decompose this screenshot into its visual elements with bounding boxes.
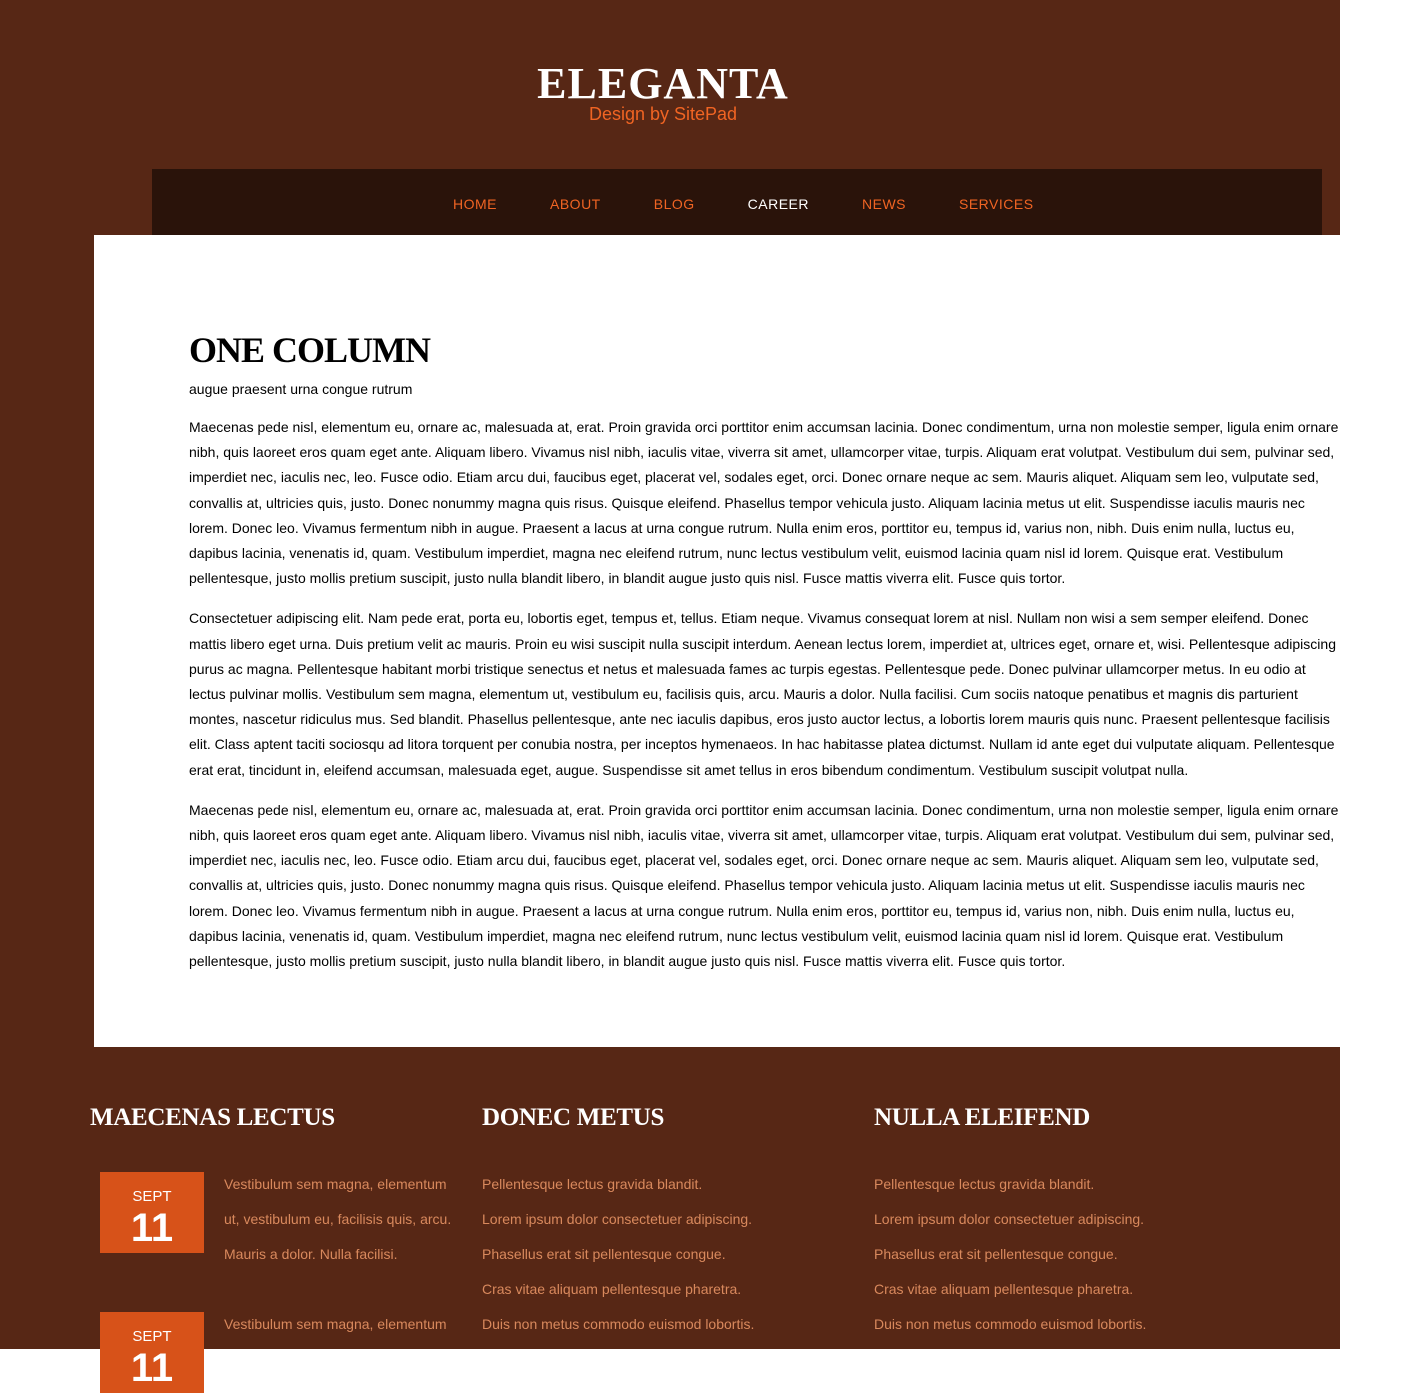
site-title[interactable]: ELEGANTA <box>537 59 789 108</box>
footer-link[interactable]: Lorem ipsum dolor consectetuer adipiscing. <box>482 1211 753 1227</box>
news-text[interactable]: Vestibulum sem magna, elementum ut, vestibulum eu, facilisis quis, arcu. Mauris a dolor. Nulla facilisi. <box>224 1176 452 1262</box>
main-nav <box>152 169 1322 235</box>
date-day: 11 <box>130 1346 174 1390</box>
footer-link-list <box>874 1167 1146 1342</box>
nav-item-about[interactable]: ABOUT <box>550 196 601 212</box>
date-badge <box>100 1172 204 1253</box>
paragraph: Maecenas pede nisl, elementum eu, ornare ac, malesuada at, erat. Proin gravida orci porttitor enim accumsan lacinia. Donec condimentum, urna non molestie semper, ligula enim ornare nibh, quis laoreet eros quam eget ante. Aliquam libero. Vivamus nisl nibh, iaculis vitae, viverra sit amet, ullamcorper vitae, turpis. Aliquam erat volutpat. Vestibulum dui sem, pulvinar sed, imperdiet nec, iaculis nec, leo. Fusce odio. Etiam arcu dui, faucibus eget, placerat vel, sodales eget, orci. Donec ornare neque ac sem. Mauris aliquet. Aliquam sem leo, vulputate sed, convallis at, ultricies quis, justo. Donec nonummy magna quis risus. Quisque eleifend. Phasellus tempor vehicula justo. Aliquam lacinia metus ut elit. Suspendisse iaculis mauris nec lorem. Donec leo. Vivamus fermentum nibh in augue. Praesent a lacus at urna congue rutrum. Nulla enim eros, porttitor eu, tempus id, varius non, nibh. Duis enim nulla, luctus eu, dapibus lacinia, venenatis id, quam. Vestibulum imperdiet, magna nec eleifend rutrum, nunc lectus vestibulum velit, euismod lacinia quam nisl id lorem. Quisque erat. Vestibulum pellentesque, justo mollis pretium suscipit, justo nulla blandit libero, in blandit augue justo quis nisl. Fusce mattis viverra elit. Fusce quis tortor. <box>189 801 1339 970</box>
date-month: SEPT <box>132 1188 172 1205</box>
footer-col-nulla-eleifend <box>874 1104 1254 1332</box>
footer-col-maecenas-lectus <box>90 1104 470 1390</box>
footer-heading: DONEC METUS <box>482 1104 665 1131</box>
nav-item-career[interactable]: CAREER <box>747 196 809 212</box>
page-title: ONE COLUMN <box>189 330 430 370</box>
footer-link[interactable]: Pellentesque lectus gravida blandit. <box>874 1176 1095 1192</box>
date-day: 11 <box>130 1206 174 1250</box>
footer-link[interactable]: Cras vitae aliquam pellentesque pharetra. <box>482 1281 742 1297</box>
paragraph: Consectetuer adipiscing elit. Nam pede erat, porta eu, lobortis eget, tempus et, tellus. Etiam neque. Vivamus consequat lorem at nisl. Nullam non wisi a sem semper eleifend. Donec mattis libero eget urna. Duis pretium velit ac mauris. Proin eu wisi suscipit nulla suscipit interdum. Aenean lectus lorem, imperdiet at, ultrices eget, ornare et, wisi. Pellentesque adipiscing purus ac magna. Pellentesque habitant morbi tristique senectus et netus et malesuada fames ac turpis egestas. Pellentesque pede. Donec pulvinar ullamcorper metus. In eu odio at lectus pulvinar mollis. Vestibulum sem magna, elementum ut, vestibulum eu, facilisis quis, arcu. Mauris a dolor. Nulla facilisi. Cum sociis natoque penatibus et magnis dis parturient montes, nascetur ridiculus mus. Sed blandit. Phasellus pellentesque, ante nec iaculis dapibus, eros justo auctor lectus, a lobortis lorem mauris quis nunc. Praesent pellentesque facilisis elit. Class aptent taciti sociosqu ad litora torquent per conubia nostra, per inceptos hymenaeos. In hac habitasse platea dictumst. Nullam id ante eget dui vulputate aliquam. Pellentesque erat erat, tincidunt in, eleifend accumsan, malesuada eget, augue. Suspendisse sit amet tellus in eros bibendum condimentum. Vestibulum suscipit volutpat nulla. <box>189 610 1336 778</box>
footer-link-list <box>482 1167 754 1342</box>
paragraph: Maecenas pede nisl, elementum eu, ornare ac, malesuada at, erat. Proin gravida orci porttitor enim accumsan lacinia. Donec condimentum, urna non molestie semper, ligula enim ornare nibh, quis laoreet eros quam eget ante. Aliquam libero. Vivamus nisl nibh, iaculis vitae, viverra sit amet, ullamcorper vitae, turpis. Aliquam erat volutpat. Vestibulum dui sem, pulvinar sed, imperdiet nec, iaculis nec, leo. Fusce odio. Etiam arcu dui, faucibus eget, placerat vel, sodales eget, orci. Donec ornare neque ac sem. Mauris aliquet. Aliquam sem leo, vulputate sed, convallis at, ultricies quis, justo. Donec nonummy magna quis risus. Quisque eleifend. Phasellus tempor vehicula justo. Aliquam lacinia metus ut elit. Suspendisse iaculis mauris nec lorem. Donec leo. Vivamus fermentum nibh in augue. Praesent a lacus at urna congue rutrum. Nulla enim eros, porttitor eu, tempus id, varius non, nibh. Duis enim nulla, luctus eu, dapibus lacinia, venenatis id, quam. Vestibulum imperdiet, magna nec eleifend rutrum, nunc lectus vestibulum velit, euismod lacinia quam nisl id lorem. Quisque erat. Vestibulum pellentesque, justo mollis pretium suscipit, justo nulla blandit libero, in blandit augue justo quis nisl. Fusce mattis viverra elit. Fusce quis tortor. <box>189 419 1339 587</box>
main-content <box>94 235 1340 1047</box>
footer-link[interactable]: Phasellus erat sit pellentesque congue. <box>874 1246 1118 1262</box>
site-header <box>0 0 1340 169</box>
footer-link[interactable]: Duis non metus commodo euismod lobortis. <box>874 1316 1147 1332</box>
nav-item-services[interactable]: SERVICES <box>959 196 1034 212</box>
nav-item-home[interactable]: HOME <box>453 196 497 212</box>
footer-link[interactable]: Cras vitae aliquam pellentesque pharetra. <box>874 1281 1134 1297</box>
footer-link[interactable]: Pellentesque lectus gravida blandit. <box>482 1176 703 1192</box>
footer-heading: MAECENAS LECTUS <box>90 1104 335 1131</box>
nav-item-news[interactable]: NEWS <box>862 196 906 212</box>
footer-link[interactable]: Lorem ipsum dolor consectetuer adipiscing. <box>874 1211 1145 1227</box>
date-month: SEPT <box>132 1328 172 1345</box>
site-tagline: Design by SitePad <box>588 104 738 124</box>
article-body <box>189 415 1341 989</box>
footer-link[interactable]: Phasellus erat sit pellentesque congue. <box>482 1246 726 1262</box>
page-subtitle: augue praesent urna congue rutrum <box>189 381 413 397</box>
footer-link[interactable]: Duis non metus commodo euismod lobortis. <box>482 1316 755 1332</box>
date-badge <box>100 1312 204 1393</box>
nav-item-blog[interactable]: BLOG <box>653 196 695 212</box>
news-text[interactable]: Vestibulum sem magna, elementum <box>224 1316 447 1332</box>
footer-heading: NULLA ELEIFEND <box>874 1104 1090 1131</box>
footer-col-donec-metus <box>482 1104 862 1332</box>
